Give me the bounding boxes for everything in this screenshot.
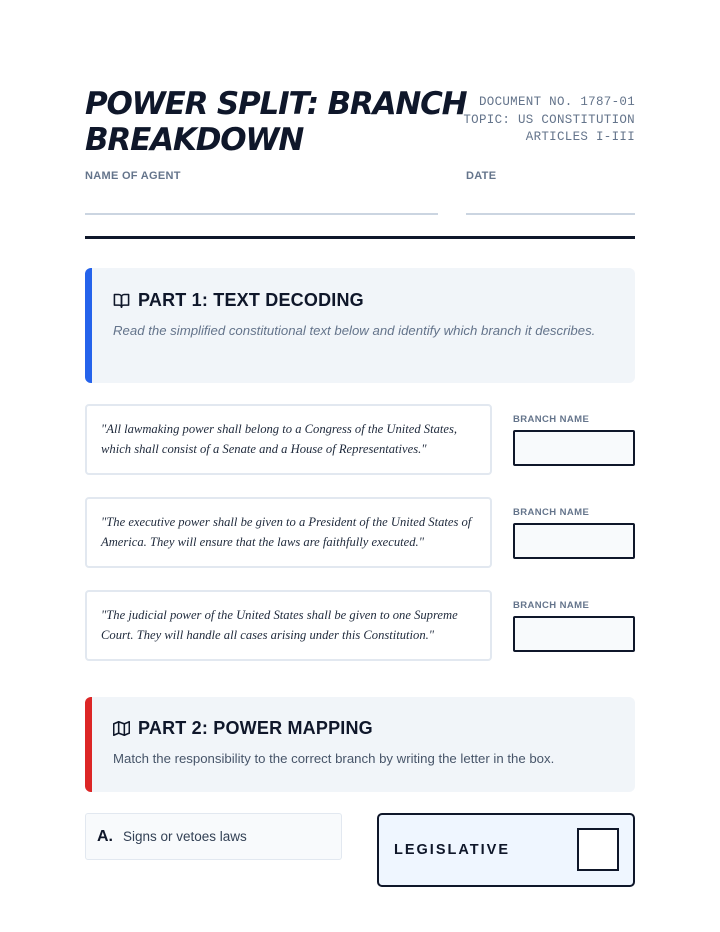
- part2-section: [85, 697, 635, 792]
- document-number: DOCUMENT NO. 1787-01: [478, 95, 635, 109]
- quote-card-2: "The executive power shall be given to a President of the United States of America. They will ensure that the laws are faithfully executed.": [85, 497, 492, 568]
- part2-title: PART 2: POWER MAPPING: [138, 718, 373, 738]
- part1-section: [85, 268, 635, 383]
- answer-3: [513, 600, 635, 652]
- document-topic: TOPIC: US CONSTITUTION: [463, 112, 635, 127]
- responsibility-item: [85, 813, 342, 860]
- quote-card-3: "The judicial power of the United States shall be given to one Supreme Court. They will handle all cases arising under this Constitution.": [85, 590, 492, 661]
- answer-label: BRANCH NAME: [513, 600, 590, 611]
- answer-2: [513, 507, 635, 559]
- header-divider: [85, 236, 635, 239]
- answer-1: [513, 414, 635, 466]
- responsibility-letter: A.: [97, 827, 113, 845]
- part1-heading: [113, 290, 615, 311]
- branch-name-input-1[interactable]: [513, 430, 635, 466]
- date-line[interactable]: [466, 213, 635, 215]
- part1-description: Read the simplified constitutional text below and identify which branch it describes.: [113, 323, 596, 338]
- branch-card-legislative: [377, 813, 635, 887]
- branch-name-input-3[interactable]: [513, 616, 635, 652]
- agent-name-line[interactable]: [85, 213, 438, 215]
- document-articles: ARTICLES I-III: [525, 130, 635, 144]
- header: [85, 86, 635, 156]
- open-book-icon: [113, 293, 130, 308]
- part2-heading: [113, 718, 615, 739]
- part1-title: PART 1: TEXT DECODING: [138, 290, 364, 310]
- agent-name-field: [85, 170, 438, 182]
- answer-label: BRANCH NAME: [513, 507, 590, 518]
- map-icon: [113, 721, 130, 736]
- branch-letter-input[interactable]: [577, 828, 619, 871]
- date-label: DATE: [466, 170, 497, 182]
- branch-name-input-2[interactable]: [513, 523, 635, 559]
- page-title: POWER SPLIT: BRANCH BREAKDOWN: [85, 86, 467, 158]
- branch-name: LEGISLATIVE: [394, 842, 510, 858]
- agent-name-label: NAME OF AGENT: [85, 170, 181, 182]
- quote-card-1: "All lawmaking power shall belong to a Congress of the United States, which shall consist of a Senate and a House of Representatives.": [85, 404, 492, 475]
- part2-description: Match the responsibility to the correct branch by writing the letter in the box.: [113, 751, 555, 766]
- date-field: [466, 170, 635, 182]
- responsibility-text: Signs or vetoes laws: [123, 829, 247, 844]
- document-meta: [463, 94, 635, 147]
- answer-label: BRANCH NAME: [513, 414, 590, 425]
